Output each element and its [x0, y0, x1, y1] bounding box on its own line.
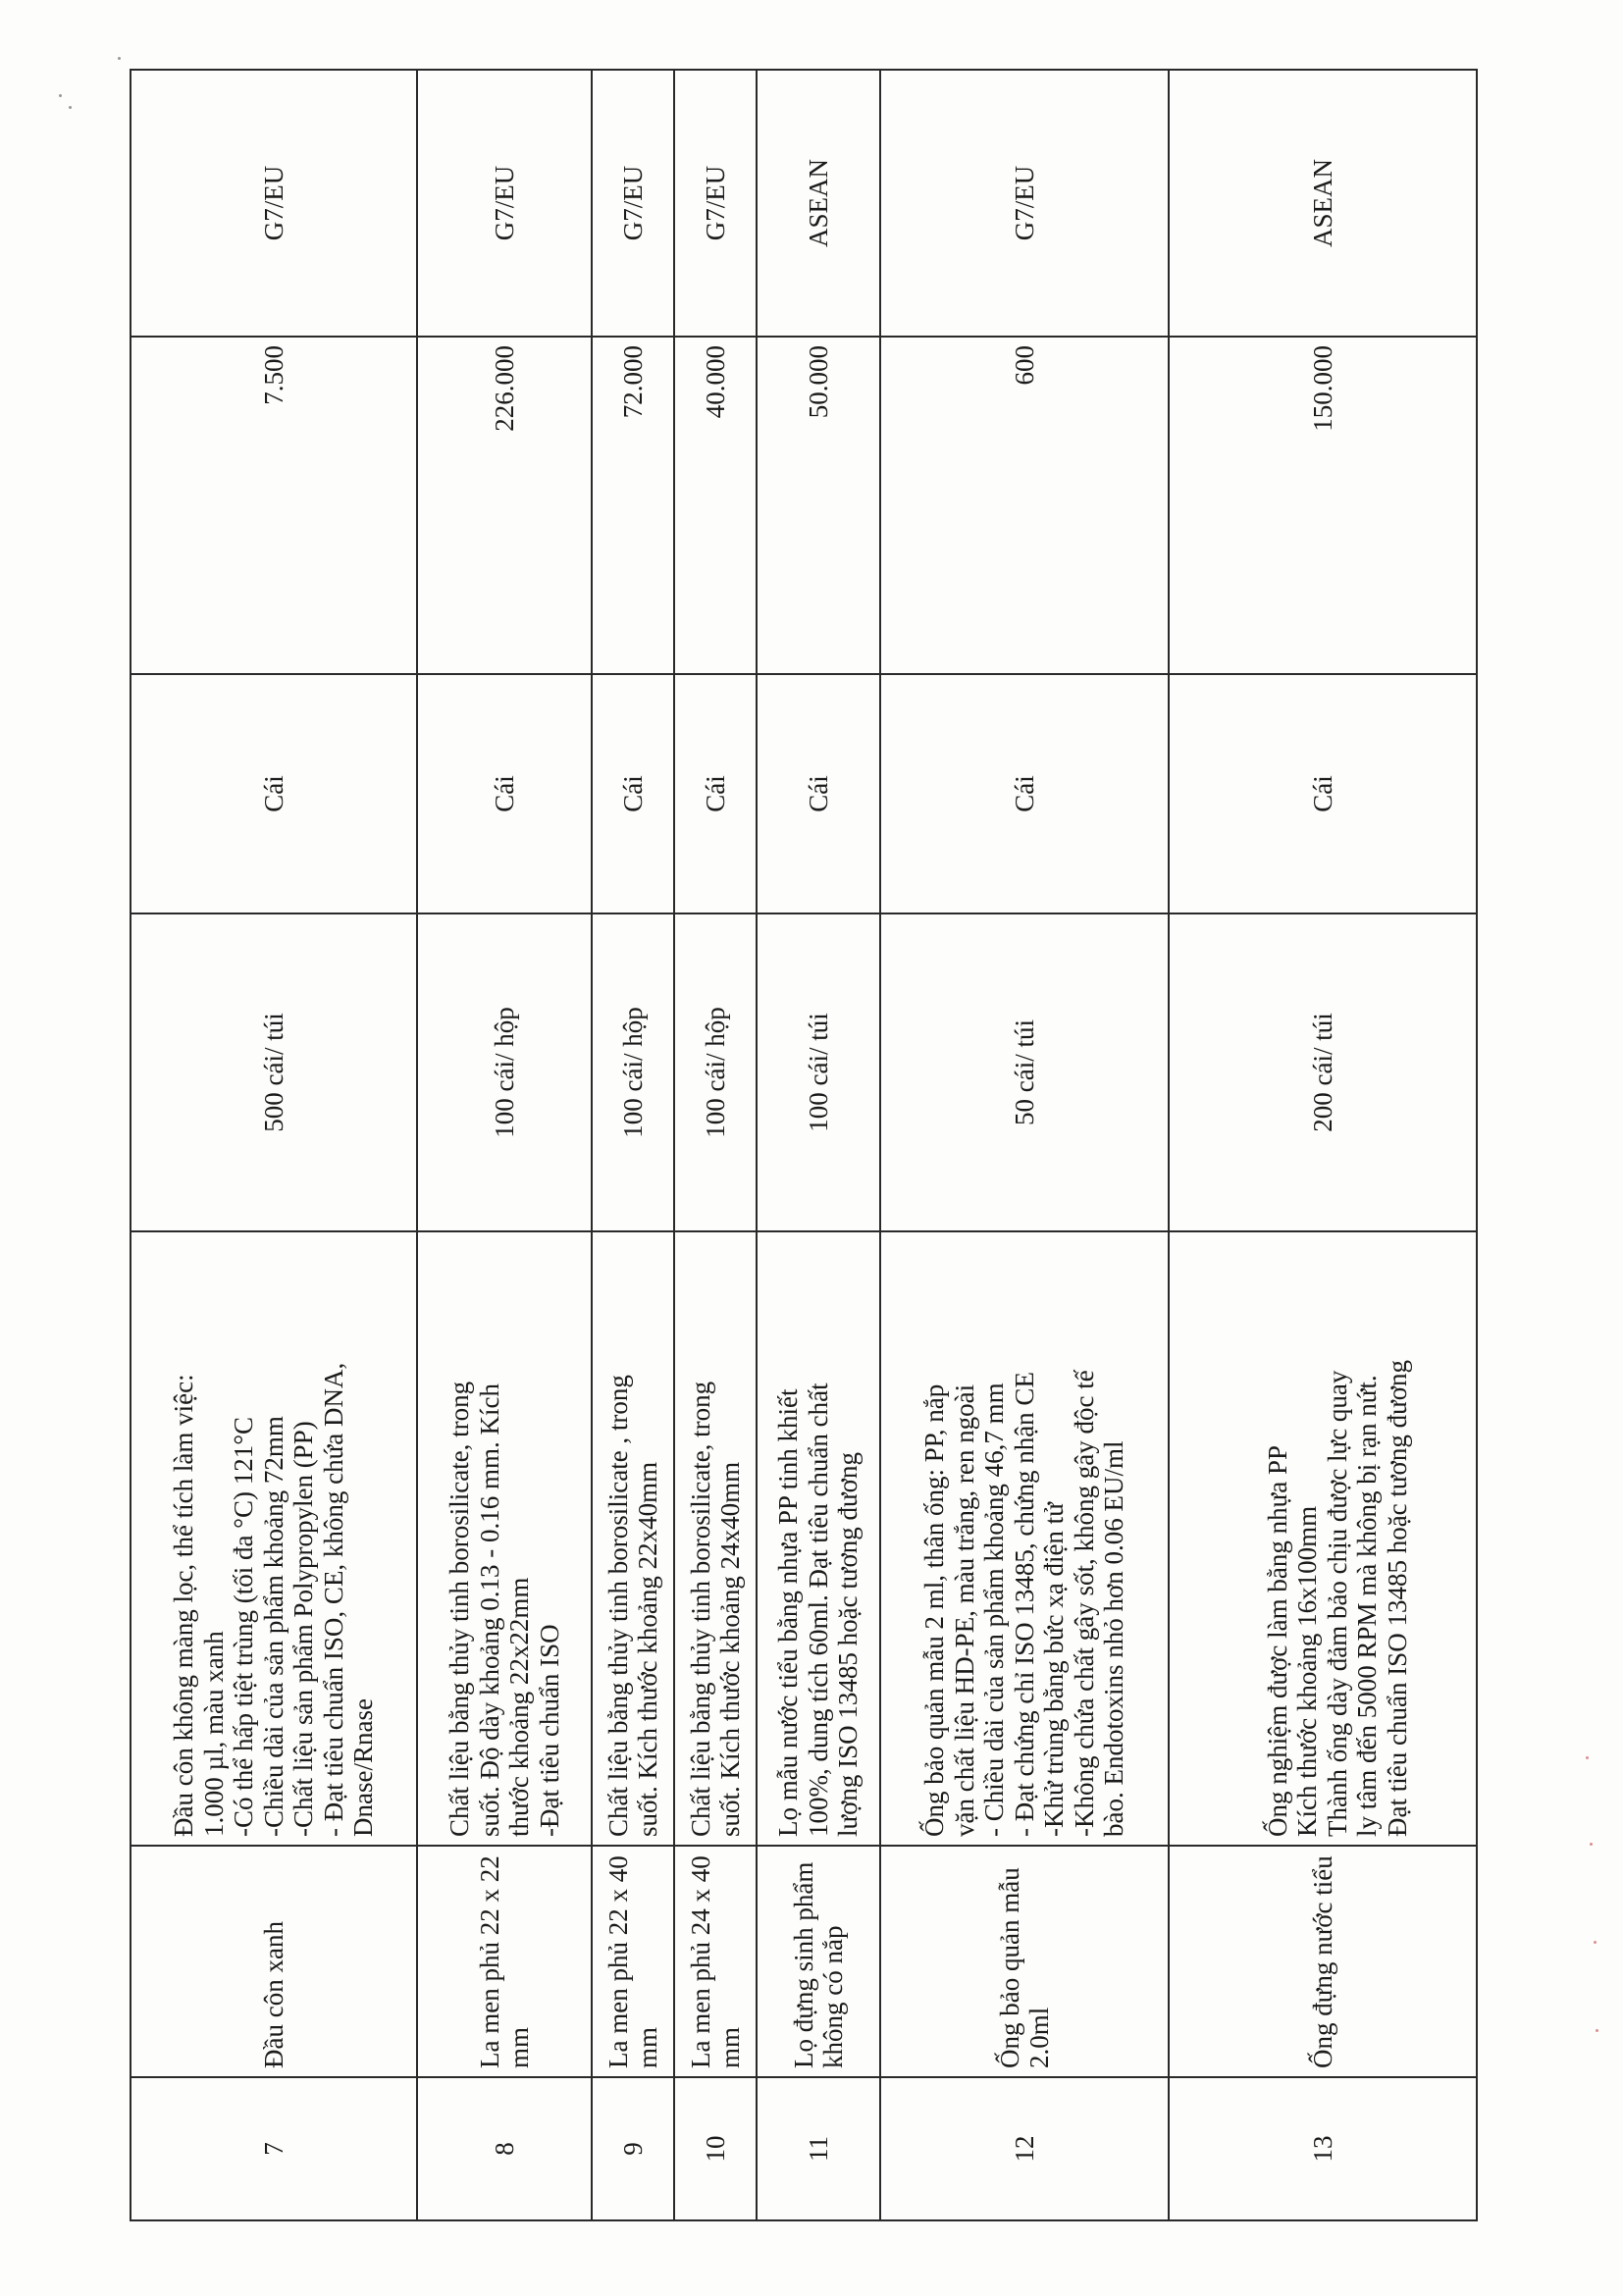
row-number: 11 [757, 2077, 880, 2220]
packaging: 500 cái/ túi [131, 913, 417, 1231]
spec-line: Chất liệu bằng thủy tinh borosilicate, trong [445, 1381, 474, 1837]
product-spec [417, 1231, 592, 1846]
spec-line: Kích thước khoảng 16x100mm [1292, 1505, 1323, 1837]
spec-line: Đầu côn không màng lọc, thể tích làm việc: [169, 1374, 199, 1837]
unit: Cái [757, 674, 880, 913]
table-row [757, 70, 880, 2220]
origin: G7/EU [417, 70, 592, 337]
quantity: 40.000 [674, 337, 757, 674]
unit: Cái [674, 674, 757, 913]
packaging: 200 cái/ túi [1169, 913, 1477, 1231]
product-spec [757, 1231, 880, 1846]
spec-line: Dnase/Rnase [348, 1698, 379, 1837]
spec-line: - Đạt chứng chỉ ISO 13485, chứng nhận CE [1009, 1372, 1039, 1837]
quantity: 226.000 [417, 337, 592, 674]
product-spec [592, 1231, 674, 1846]
spec-line: Chất liệu bằng thủy tinh borosilicate , trong [602, 1375, 633, 1837]
spec-line: -Chất liệu sản phẩm Polypropylen (PP) [288, 1421, 319, 1837]
table-row [880, 70, 1169, 2220]
packaging: 100 cái/ hộp [592, 913, 674, 1231]
spec-line: suốt. Độ dày khoảng 0.13 - 0.16 mm. Kích [474, 1383, 504, 1837]
packaging: 100 cái/ túi [757, 913, 880, 1231]
origin: G7/EU [674, 70, 757, 337]
product-name: La men phủ 22 x 22 mm [417, 1846, 592, 2077]
spec-line: - Đạt tiêu chuẩn ISO, CE, không chứa DNA, [318, 1362, 348, 1837]
spec-line: Chất liệu bằng thủy tinh borosilicate, trong [685, 1381, 715, 1837]
rotated-table-container [130, 71, 1476, 2221]
origin: G7/EU [131, 70, 417, 337]
row-number: 13 [1169, 2077, 1477, 2220]
unit: Cái [880, 674, 1169, 913]
quantity: 150.000 [1169, 337, 1477, 674]
spec-line: -Có thể hấp tiệt trùng (tối đa °C) 121°C [229, 1416, 259, 1837]
product-spec [1169, 1231, 1477, 1846]
spec-line: 100%, dung tích 60ml. Đạt tiêu chuẩn chất [803, 1383, 833, 1837]
row-number: 9 [592, 2077, 674, 2220]
table-row [674, 70, 757, 2220]
origin: G7/EU [880, 70, 1169, 337]
row-number: 12 [880, 2077, 1169, 2220]
product-name: Lọ đựng sinh phẩm không có nắp [757, 1846, 880, 2077]
product-name: La men phủ 24 x 40 mm [674, 1846, 757, 2077]
spec-line: bào. Endotoxins nhỏ hơn 0.06 EU/ml [1099, 1440, 1129, 1837]
spec-line: -Khử trùng bằng bức xạ điện tử [1039, 1502, 1070, 1837]
packaging: 100 cái/ hộp [674, 913, 757, 1231]
row-number: 10 [674, 2077, 757, 2220]
quantity: 7.500 [131, 337, 417, 674]
product-name: Đầu côn xanh [131, 1846, 417, 2077]
unit: Cái [592, 674, 674, 913]
spec-line: Ống bảo quản mẫu 2 ml, thân ống: PP, nắp [919, 1383, 950, 1837]
quantity: 72.000 [592, 337, 674, 674]
row-number: 7 [131, 2077, 417, 2220]
spec-line: -Không chứa chất gây sốt, không gây độc tế [1069, 1370, 1099, 1837]
spec-line: -Chiều dài của sản phẩm khoảng 72mm [258, 1416, 288, 1837]
table-row [1169, 70, 1477, 2220]
spec-line: Thành ống dày đảm bảo chịu được lực quay [1322, 1370, 1352, 1837]
packaging: 100 cái/ hộp [417, 913, 592, 1231]
spec-line: Lọ mẫu nước tiểu bằng nhựa PP tinh khiết [773, 1388, 804, 1837]
quantity: 600 [880, 337, 1169, 674]
product-spec-table [130, 69, 1478, 2221]
spec-line: ly tâm đến 5000 RPM mà không bị rạn nứt. [1352, 1375, 1383, 1837]
spec-line: vặn chất liệu HD-PE, màu trắng, ren ngoài [949, 1383, 979, 1837]
packaging: 50 cái/ túi [880, 913, 1169, 1231]
unit: Cái [131, 674, 417, 913]
spec-line: 1.000 µl, màu xanh [198, 1631, 229, 1837]
product-name: La men phủ 22 x 40 mm [592, 1846, 674, 2077]
product-spec [674, 1231, 757, 1846]
product-name: Ống đựng nước tiểu [1169, 1846, 1477, 2077]
product-name: Ống bảo quản mẫu 2.0ml [880, 1846, 1169, 2077]
spec-line: -Đạt tiêu chuẩn ISO [534, 1624, 564, 1837]
table-row [417, 70, 592, 2220]
row-number: 8 [417, 2077, 592, 2220]
quantity: 50.000 [757, 337, 880, 674]
spec-line: suốt. Kích thước khoảng 22x40mm [633, 1461, 662, 1837]
spec-line: suốt. Kích thước khoảng 24x40mm [715, 1461, 745, 1837]
unit: Cái [1169, 674, 1477, 913]
spec-line: thước khoảng 22x22mm [504, 1577, 534, 1837]
product-spec [880, 1231, 1169, 1846]
product-spec [131, 1231, 417, 1846]
table-row [131, 70, 417, 2220]
unit: Cái [417, 674, 592, 913]
origin: ASEAN [757, 70, 880, 337]
origin: ASEAN [1169, 70, 1477, 337]
spec-line: Ống nghiệm được làm bằng nhựa PP [1262, 1444, 1292, 1837]
table-row [592, 70, 674, 2220]
spec-line: lượng ISO 13485 hoặc tương đương [833, 1452, 864, 1837]
spec-line: - Chiều dài của sản phẩm khoảng 46,7 mm [979, 1383, 1010, 1837]
origin: G7/EU [592, 70, 674, 337]
spec-line: Đạt tiêu chuẩn ISO 13485 hoặc tương đương [1382, 1360, 1412, 1837]
